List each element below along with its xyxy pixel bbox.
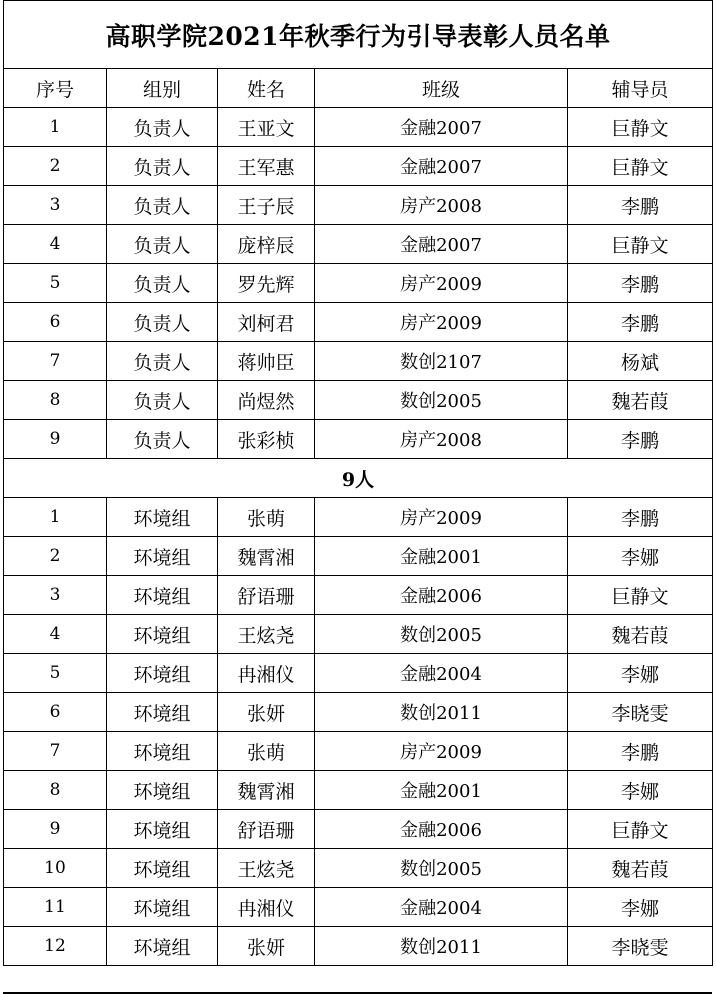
header-counselor: 辅导员 bbox=[568, 69, 713, 108]
table-row bbox=[4, 849, 713, 888]
cell-index: 6 bbox=[4, 303, 107, 342]
cell-group: 环境组 bbox=[107, 537, 218, 576]
cell-name: 王军惠 bbox=[218, 147, 315, 186]
cell-index: 6 bbox=[4, 693, 107, 732]
cell-group: 负责人 bbox=[107, 108, 218, 147]
cell-index: 2 bbox=[4, 147, 107, 186]
cell-group: 环境组 bbox=[107, 654, 218, 693]
cell-class: 金融2006 bbox=[315, 810, 568, 849]
cell-name: 冉湘仪 bbox=[218, 654, 315, 693]
cell-index: 7 bbox=[4, 342, 107, 381]
cell-group: 环境组 bbox=[107, 888, 218, 927]
cell-counselor: 李晓雯 bbox=[568, 927, 713, 966]
cell-counselor: 巨静文 bbox=[568, 576, 713, 615]
cell-name: 张萌 bbox=[218, 732, 315, 771]
cell-group: 环境组 bbox=[107, 927, 218, 966]
cell-group: 负责人 bbox=[107, 186, 218, 225]
cell-group: 负责人 bbox=[107, 147, 218, 186]
table-row bbox=[4, 342, 713, 381]
cell-name: 王子辰 bbox=[218, 186, 315, 225]
cell-counselor: 巨静文 bbox=[568, 810, 713, 849]
cell-index: 1 bbox=[4, 498, 107, 537]
cell-class: 金融2007 bbox=[315, 147, 568, 186]
page-title: 高职学院2021年秋季行为引导表彰人员名单 bbox=[4, 1, 713, 69]
table-row bbox=[4, 615, 713, 654]
cell-class: 金融2001 bbox=[315, 771, 568, 810]
cell-name: 魏霄湘 bbox=[218, 771, 315, 810]
cell-class: 房产2009 bbox=[315, 264, 568, 303]
cell-class: 数创2107 bbox=[315, 342, 568, 381]
cell-name: 王亚文 bbox=[218, 108, 315, 147]
table-row bbox=[4, 732, 713, 771]
cell-class: 数创2011 bbox=[315, 693, 568, 732]
cell-group: 环境组 bbox=[107, 810, 218, 849]
cell-index: 4 bbox=[4, 225, 107, 264]
table-row bbox=[4, 771, 713, 810]
cell-group: 负责人 bbox=[107, 420, 218, 459]
cell-group: 环境组 bbox=[107, 771, 218, 810]
header-class: 班级 bbox=[315, 69, 568, 108]
cell-class: 房产2009 bbox=[315, 498, 568, 537]
cell-group: 环境组 bbox=[107, 693, 218, 732]
cell-name: 张彩桢 bbox=[218, 420, 315, 459]
table-row bbox=[4, 498, 713, 537]
table-row bbox=[4, 108, 713, 147]
cell-counselor: 魏若葭 bbox=[568, 381, 713, 420]
cell-class: 金融2004 bbox=[315, 654, 568, 693]
table-row bbox=[4, 810, 713, 849]
group-count: 9人 bbox=[4, 459, 713, 498]
cell-index: 3 bbox=[4, 576, 107, 615]
cell-index: 11 bbox=[4, 888, 107, 927]
cell-index: 4 bbox=[4, 615, 107, 654]
table-row bbox=[4, 537, 713, 576]
cell-name: 舒语珊 bbox=[218, 810, 315, 849]
table-row bbox=[4, 654, 713, 693]
cell-group: 负责人 bbox=[107, 342, 218, 381]
table-row bbox=[4, 420, 713, 459]
cell-counselor: 李鹏 bbox=[568, 186, 713, 225]
cell-index: 8 bbox=[4, 771, 107, 810]
cell-counselor: 魏若葭 bbox=[568, 615, 713, 654]
cell-class: 数创2005 bbox=[315, 849, 568, 888]
table-row bbox=[4, 147, 713, 186]
cell-index: 9 bbox=[4, 810, 107, 849]
header-index: 序号 bbox=[4, 69, 107, 108]
cell-index: 12 bbox=[4, 927, 107, 966]
cell-counselor: 李娜 bbox=[568, 771, 713, 810]
cell-counselor: 李鹏 bbox=[568, 498, 713, 537]
summary-row bbox=[4, 459, 713, 498]
cell-class: 数创2005 bbox=[315, 381, 568, 420]
cell-counselor: 杨斌 bbox=[568, 342, 713, 381]
cell-index: 10 bbox=[4, 849, 107, 888]
table-row bbox=[4, 576, 713, 615]
cell-group: 环境组 bbox=[107, 615, 218, 654]
cell-counselor: 李鹏 bbox=[568, 303, 713, 342]
cell-index: 5 bbox=[4, 654, 107, 693]
cell-index: 1 bbox=[4, 108, 107, 147]
header-group: 组别 bbox=[107, 69, 218, 108]
cell-index: 7 bbox=[4, 732, 107, 771]
cell-class: 金融2004 bbox=[315, 888, 568, 927]
table-row bbox=[4, 381, 713, 420]
table-row bbox=[4, 927, 713, 966]
cell-class: 金融2006 bbox=[315, 576, 568, 615]
cell-group: 负责人 bbox=[107, 225, 218, 264]
cell-name: 刘柯君 bbox=[218, 303, 315, 342]
cell-name: 舒语珊 bbox=[218, 576, 315, 615]
cell-name: 庞梓辰 bbox=[218, 225, 315, 264]
cell-index: 3 bbox=[4, 186, 107, 225]
cell-group: 负责人 bbox=[107, 381, 218, 420]
cell-class: 金融2007 bbox=[315, 108, 568, 147]
cell-name: 张萌 bbox=[218, 498, 315, 537]
cell-index: 2 bbox=[4, 537, 107, 576]
cell-counselor: 李晓雯 bbox=[568, 693, 713, 732]
table-row bbox=[4, 186, 713, 225]
cell-name: 王炫尧 bbox=[218, 849, 315, 888]
cell-counselor: 巨静文 bbox=[568, 108, 713, 147]
cell-counselor: 巨静文 bbox=[568, 147, 713, 186]
cell-name: 尚煜然 bbox=[218, 381, 315, 420]
cell-counselor: 李鹏 bbox=[568, 732, 713, 771]
cell-index: 8 bbox=[4, 381, 107, 420]
cell-group: 环境组 bbox=[107, 849, 218, 888]
table-row bbox=[4, 264, 713, 303]
cell-name: 王炫尧 bbox=[218, 615, 315, 654]
cell-class: 房产2009 bbox=[315, 732, 568, 771]
cell-counselor: 李娜 bbox=[568, 888, 713, 927]
roster-table bbox=[3, 0, 713, 966]
cell-class: 房产2008 bbox=[315, 186, 568, 225]
cell-counselor: 李娜 bbox=[568, 654, 713, 693]
cell-group: 负责人 bbox=[107, 264, 218, 303]
title-row bbox=[4, 1, 713, 69]
table-row bbox=[4, 303, 713, 342]
header-name: 姓名 bbox=[218, 69, 315, 108]
cell-name: 张妍 bbox=[218, 927, 315, 966]
cell-name: 蒋帅臣 bbox=[218, 342, 315, 381]
cell-name: 魏霄湘 bbox=[218, 537, 315, 576]
cell-class: 房产2008 bbox=[315, 420, 568, 459]
cell-counselor: 巨静文 bbox=[568, 225, 713, 264]
cell-group: 环境组 bbox=[107, 576, 218, 615]
cell-name: 罗先辉 bbox=[218, 264, 315, 303]
cell-class: 数创2011 bbox=[315, 927, 568, 966]
cell-counselor: 李娜 bbox=[568, 537, 713, 576]
cell-index: 9 bbox=[4, 420, 107, 459]
table-row bbox=[4, 225, 713, 264]
cell-group: 环境组 bbox=[107, 732, 218, 771]
cell-class: 房产2009 bbox=[315, 303, 568, 342]
cell-class: 金融2007 bbox=[315, 225, 568, 264]
table-row bbox=[4, 888, 713, 927]
cell-name: 冉湘仪 bbox=[218, 888, 315, 927]
cell-group: 负责人 bbox=[107, 303, 218, 342]
cell-name: 张妍 bbox=[218, 693, 315, 732]
cell-counselor: 魏若葭 bbox=[568, 849, 713, 888]
cell-index: 5 bbox=[4, 264, 107, 303]
cell-class: 金融2001 bbox=[315, 537, 568, 576]
header-row bbox=[4, 69, 713, 108]
cell-group: 环境组 bbox=[107, 498, 218, 537]
cell-class: 数创2005 bbox=[315, 615, 568, 654]
cell-counselor: 李鹏 bbox=[568, 264, 713, 303]
table-row bbox=[4, 693, 713, 732]
cell-counselor: 李鹏 bbox=[568, 420, 713, 459]
